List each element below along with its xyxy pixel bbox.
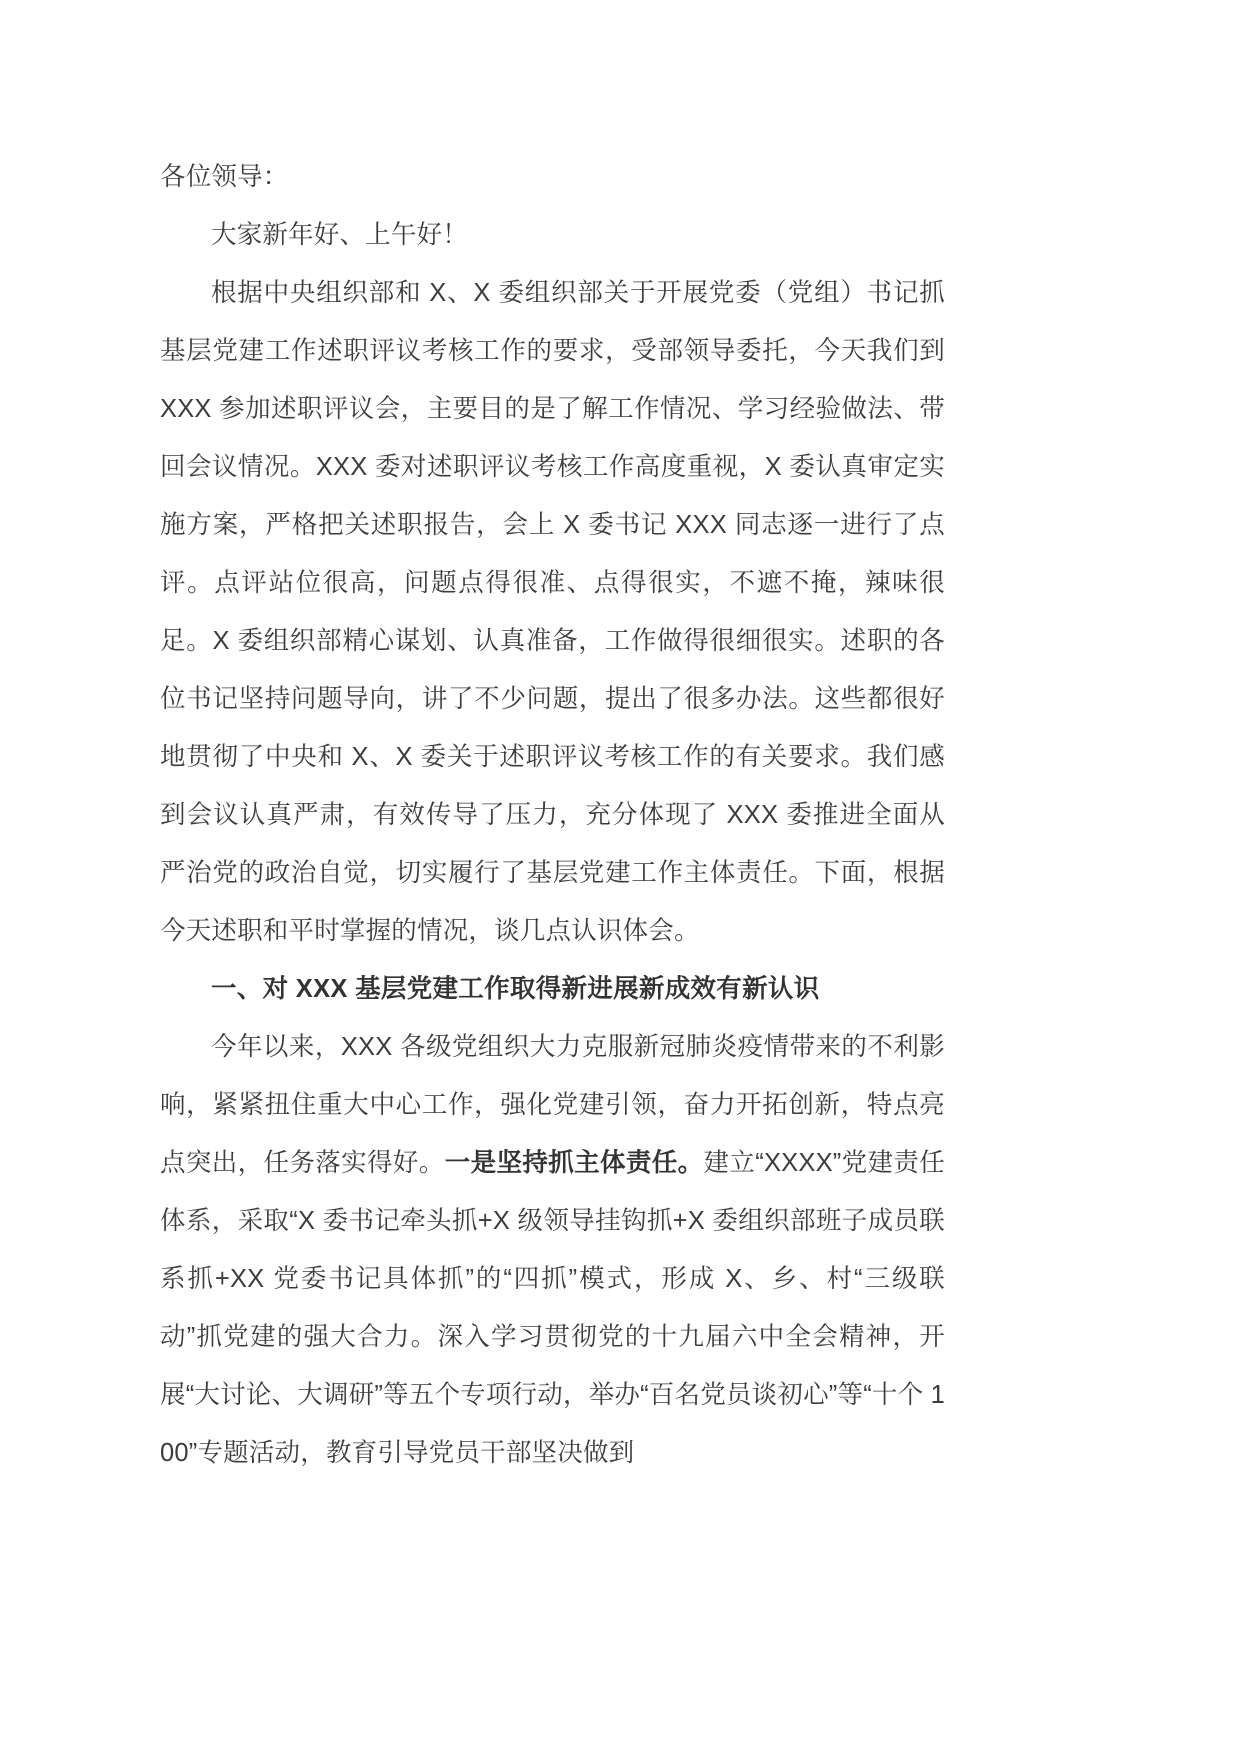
paragraph-section-one: [160, 1018, 945, 1482]
paragraph-section-one-text-b: 建立“XXXX”党建责任体系，采取“X 委书记牵头抓+X 级领导挂钩抓+X 委组织部班子成员联系抓+XX 党委书记具体抓”的“四抓”模式，形成 X、乡、村“三级联动”抓党建的强大合力。深入学习贯彻党的十九届六中全会精神，开展“大讨论、大调研”等五个专项行动，举办“百名党员谈初心”等“十个 100”专题活动，教育引导党员干部坚决做到: [160, 1149, 945, 1467]
paragraph-section-one-bold-run: 一是坚持抓主体责任。: [444, 1149, 704, 1177]
paragraph-section-one-text-a: 今年以来，XXX 各级党组织大力克服新冠肺炎疫情带来的不利影响，紧紧扭住重大中心工作，强化党建引领，奋力开拓创新，特点亮点突出，任务落实得好。: [160, 1033, 945, 1177]
greeting-line: 大家新年好、上午好！: [211, 221, 469, 249]
section-heading-one: 一、对 XXX 基层党建工作取得新进展新成效有新认识: [211, 975, 820, 1003]
salutation-line: 各位领导：: [160, 163, 289, 191]
paragraph-intro: 根据中央组织部和 X、X 委组织部关于开展党委（党组）书记抓基层党建工作述职评议考核工作的要求，受部领导委托，今天我们到 XXX 参加述职评议会，主要目的是了解工作情况、学习经验做法、带回会议情况。XXX 委对述职评议考核工作高度重视，X 委认真审定实施方案，严格把关述职报告，会上 X 委书记 XXX 同志逐一进行了点评。点评站位很高，问题点得很准、点得很实，不遮不掩，辣味很足。X 委组织部精心谋划、认真准备，工作做得很细很实。述职的各位书记坚持问题导向，讲了不少问题，提出了很多办法。这些都很好地贯彻了中央和 X、X 委关于述职评议考核工作的有关要求。我们感到会议认真严肃，有效传导了压力，充分体现了 XXX 委推进全面从严治党的政治自觉，切实履行了基层党建工作主体责任。下面，根据今天述职和平时掌握的情况，谈几点认识体会。: [160, 279, 945, 945]
document-body: [160, 148, 945, 1482]
